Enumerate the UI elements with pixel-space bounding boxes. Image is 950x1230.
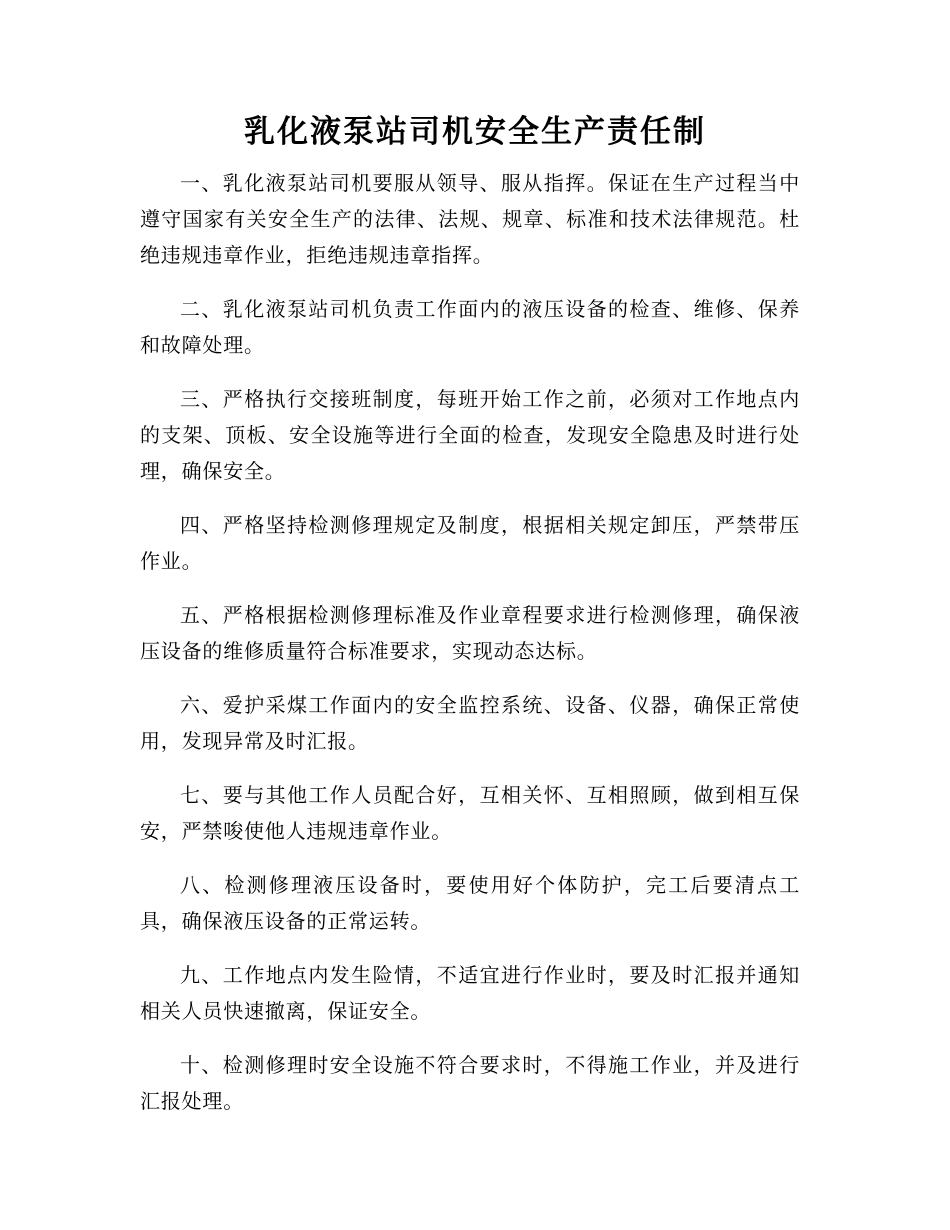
paragraph-8: 八、检测修理液压设备时，要使用好个体防护，完工后要清点工具，确保液压设备的正常运转。 [140, 873, 800, 933]
paragraph-2: 二、乳化液泵站司机负责工作面内的液压设备的检查、维修、保养和故障处理。 [140, 297, 800, 357]
paragraph-6: 六、爱护采煤工作面内的安全监控系统、设备、仪器，确保正常使用，发现异常及时汇报。 [140, 693, 800, 753]
paragraph-7: 七、要与其他工作人员配合好，互相关怀、互相照顾，做到相互保安，严禁唆使他人违规违章作业。 [140, 783, 800, 843]
document-title: 乳化液泵站司机安全生产责任制 [244, 114, 706, 150]
paragraph-9: 九、工作地点内发生险情，不适宜进行作业时，要及时汇报并通知相关人员快速撤离，保证安全。 [140, 963, 800, 1023]
paragraph-5: 五、严格根据检测修理标准及作业章程要求进行检测修理，确保液压设备的维修质量符合标准要求，实现动态达标。 [140, 603, 800, 663]
document-body [140, 165, 800, 1137]
paragraph-1: 一、乳化液泵站司机要服从领导、服从指挥。保证在生产过程当中遵守国家有关安全生产的法律、法规、规章、标准和技术法律规范。杜绝违规违章作业，拒绝违规违章指挥。 [140, 171, 800, 267]
paragraph-3: 三、严格执行交接班制度，每班开始工作之前，必须对工作地点内的支架、顶板、安全设施等进行全面的检查，发现安全隐患及时进行处理，确保安全。 [140, 387, 800, 483]
paragraph-4: 四、严格坚持检测修理规定及制度，根据相关规定卸压，严禁带压作业。 [140, 513, 800, 573]
paragraph-10: 十、检测修理时安全设施不符合要求时，不得施工作业，并及进行汇报处理。 [140, 1053, 800, 1113]
